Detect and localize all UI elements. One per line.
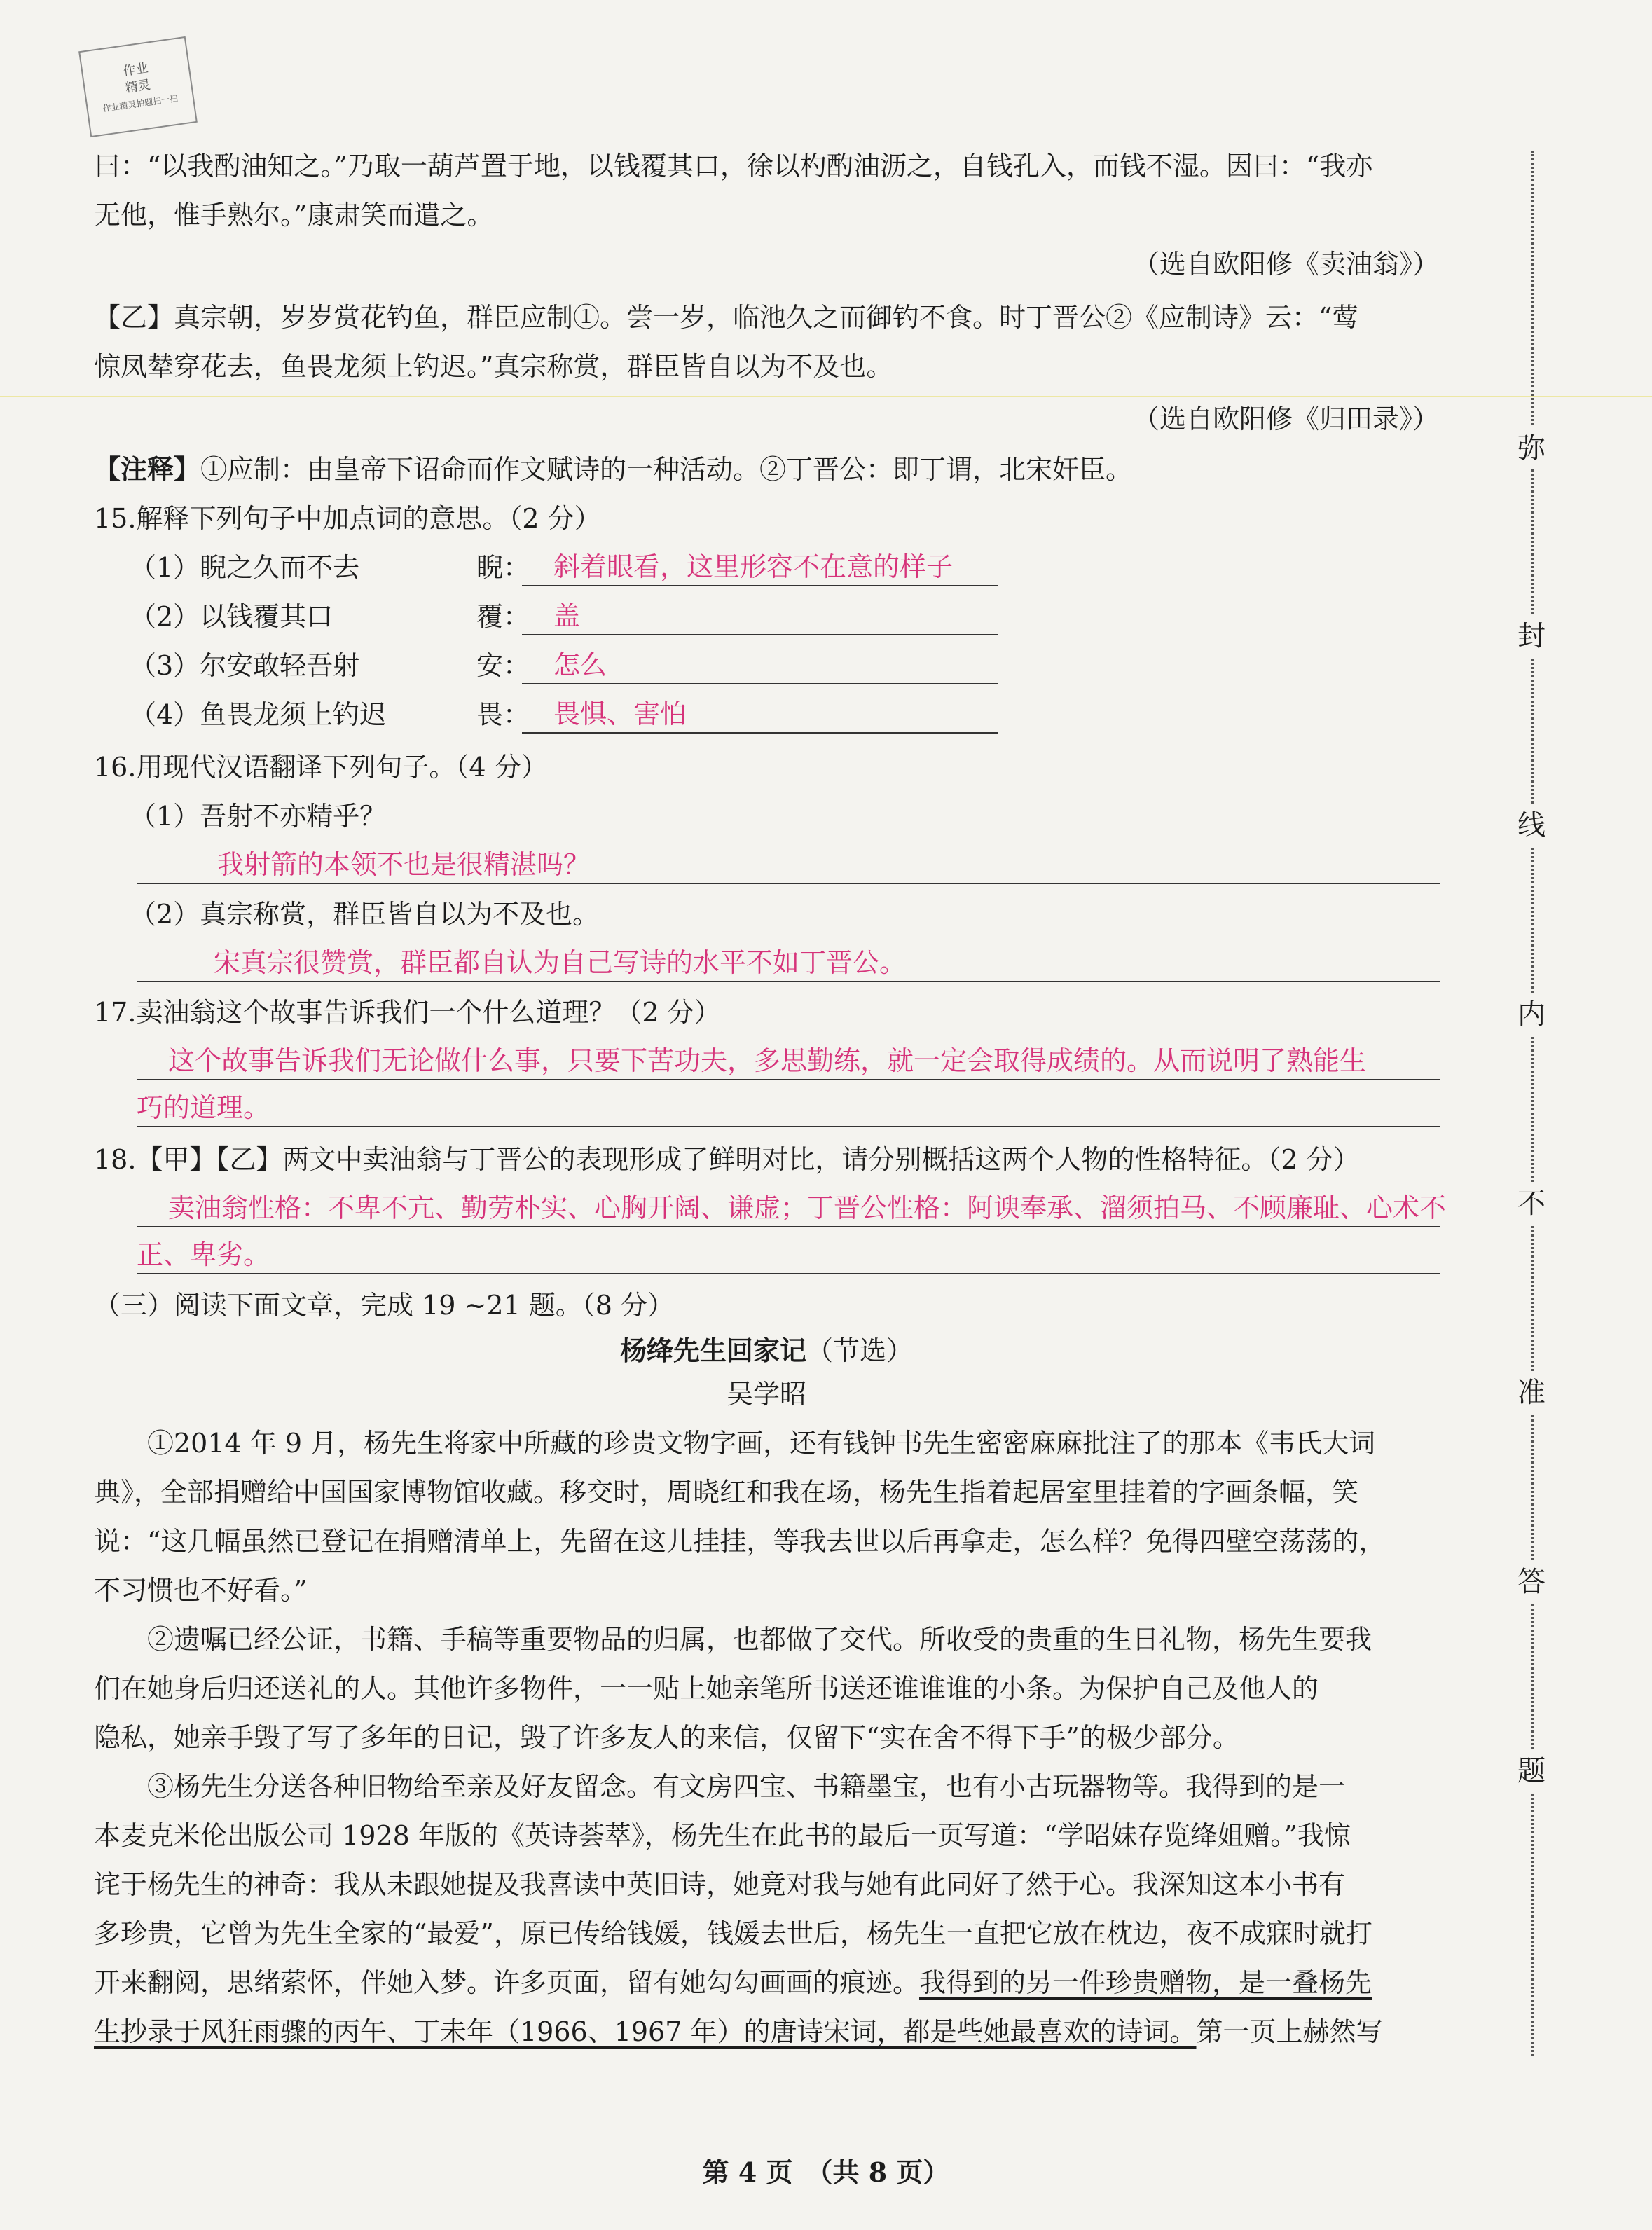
passage-jia-line-1: 曰：“以我酌油知之。”乃取一葫芦置于地，以钱覆其口，徐以杓酌油沥之，自钱孔入，而钱不湿。因曰：“我亦 — [94, 151, 1373, 181]
stamp-line-1: 作业 — [122, 60, 149, 79]
article-line-12-text: 开来翻阅，思绪萦怀，伴她入梦。许多页面，留有她勾勾画画的痕迹。 — [94, 1967, 920, 1998]
article-title-text: 杨绛先生回家记 — [619, 1335, 806, 1366]
article-author: 吴学昭 — [726, 1379, 806, 1410]
q16-item-1-answer-field[interactable] — [137, 846, 1440, 884]
seal-char-8: 题 — [1508, 1750, 1555, 1792]
article-line-2: 典》，全部捐赠给中国国家博物馆收藏。移交时，周晓红和我在场，杨先生指着起居室里挂着的字画条幅，笑 — [94, 1477, 1359, 1508]
q15-item-3-answer: 怎么 — [553, 649, 607, 680]
q17-stem: 17.卖油翁这个故事告诉我们一个什么道理？（2 分） — [94, 997, 721, 1028]
q16-item-2-sentence: （2）真宗称赏，群臣皆自以为不及也。 — [130, 899, 600, 930]
article-line-11: 多珍贵，它曾为先生全家的“最爱”，原已传给钱媛，钱媛去世后，杨先生一直把它放在枕边，夜不成寐时就打 — [94, 1918, 1372, 1949]
stamp-line-3: 作业精灵拍题扫一扫 — [102, 93, 179, 114]
article-line-9: 本麦克米伦出版公司 1928 年版的《英诗荟萃》，杨先生在此书的最后一页写道：“学昭妹存览绛姐赠。”我惊 — [94, 1820, 1351, 1851]
q17-answer-field-1[interactable] — [137, 1042, 1440, 1080]
passage-yi-source: （选自欧阳修《归田录》） — [1132, 404, 1439, 434]
q15-item-1-sentence: （1）睨之久而不去 — [130, 552, 360, 583]
notes — [94, 452, 1439, 487]
article-title-suffix: （节选） — [806, 1335, 914, 1366]
seal-char-5: 不 — [1508, 1183, 1555, 1225]
q17-answer-line-1: 这个故事告诉我们无论做什么事，只要下苦功夫，多思勤练，就一定会取得成绩的。从而说明了熟能生 — [168, 1045, 1367, 1076]
q15-item-1-answer-field[interactable] — [522, 549, 998, 586]
article-line-13-tail: 第一页上赫然写 — [1196, 2016, 1383, 2047]
q16-stem: 16.用现代汉语翻译下列句子。（4 分） — [94, 752, 548, 783]
watermark-stamp — [78, 36, 198, 137]
q15-item-3-sentence: （3）尔安敢轻吾射 — [130, 650, 360, 681]
section3-heading: （三）阅读下面文章，完成 19 ~21 题。（8 分） — [94, 1290, 675, 1321]
q16-item-2-answer: 宋真宗很赞赏，群臣都自认为自己写诗的水平不如丁晋公。 — [214, 947, 907, 978]
article-underlined-1: 我得到的另一件珍贵赠物，是一叠杨先 — [919, 1967, 1372, 1998]
notes-text: ①应制：由皇帝下诏命而作文赋诗的一种活动。②丁晋公：即丁谓，北宋奸臣。 — [200, 454, 1133, 485]
seal-char-3: 线 — [1508, 804, 1555, 846]
page-footer: 第 4 页 （共 8 页） — [702, 2156, 950, 2188]
q15-item-4-answer-field[interactable] — [522, 696, 998, 734]
article-line-1: ①2014 年 9 月，杨先生将家中所藏的珍贵文物字画，还有钱钟书先生密密麻麻批注了的那本《韦氏大词 — [147, 1428, 1376, 1459]
q16-item-2-answer-field[interactable] — [137, 944, 1440, 982]
q15-item-2-answer: 盖 — [553, 600, 581, 631]
article-line-13 — [94, 2014, 1439, 2049]
q15-item-2-sentence: （2）以钱覆其口 — [130, 601, 333, 632]
q15-item-1-word: 睨： — [476, 552, 530, 583]
q18-stem: 18.【甲】【乙】两文中卖油翁与丁晋公的表现形成了鲜明对比，请分别概括这两个人物的性格特征。（2 分） — [94, 1144, 1360, 1175]
seal-char-6: 准 — [1508, 1372, 1555, 1414]
q15-item-4-answer: 畏惧、害怕 — [553, 698, 687, 729]
q15-item-3-answer-field[interactable] — [522, 647, 998, 684]
passage-yi-line-2: 惊凤辇穿花去，鱼畏龙须上钓迟。”真宗称赏，群臣皆自以为不及也。 — [94, 351, 893, 382]
seal-char-2: 封 — [1508, 615, 1555, 657]
q15-item-2-answer-field[interactable] — [522, 598, 998, 635]
scan-guide-line — [0, 396, 1652, 397]
article-line-10: 诧于杨先生的神奇：我从未跟她提及我喜读中英旧诗，她竟对我与她有此同好了然于心。我深知这本小书有 — [94, 1869, 1346, 1900]
article-line-3: 说：“这几幅虽然已登记在捐赠清单上，先留在这儿挂挂，等我去世以后再拿走，怎么样？免得四壁空荡荡的， — [94, 1526, 1386, 1557]
passage-jia-line-2: 无他，惟手熟尔。”康肃笑而遣之。 — [94, 200, 494, 230]
q18-answer-line-1: 卖油翁性格：不卑不亢、勤劳朴实、心胸开阔、谦虚；丁晋公性格：阿谀奉承、溜须拍马、不顾廉耻、心术不 — [168, 1192, 1447, 1223]
q16-item-1-sentence: （1）吾射不亦精乎？ — [130, 801, 387, 832]
q15-stem: 15.解释下列句子中加点词的意思。（2 分） — [94, 503, 601, 534]
seal-char-7: 答 — [1508, 1561, 1555, 1603]
article-line-4: 不习惯也不好看。” — [94, 1575, 308, 1606]
seal-char-4: 内 — [1508, 993, 1555, 1035]
article-line-8: ③杨先生分送各种旧物给至亲及好友留念。有文房四宝、书籍墨宝，也有小古玩器物等。我得到的是一 — [147, 1771, 1346, 1802]
q18-answer-line-2: 正、卑劣。 — [137, 1239, 270, 1270]
passage-yi-line-1: 【乙】真宗朝，岁岁赏花钓鱼，群臣应制①。尝一岁，临池久之而御钓不食。时丁晋公②《应制诗》云：“莺 — [94, 302, 1359, 333]
q16-item-1-answer: 我射箭的本领不也是很精湛吗？ — [217, 849, 591, 880]
article-line-5: ②遗嘱已经公证，书籍、手稿等重要物品的归属，也都做了交代。所收受的贵重的生日礼物，杨先生要我 — [147, 1624, 1372, 1655]
q15-item-1-answer: 斜着眼看，这里形容不在意的样子 — [553, 551, 954, 582]
q18-answer-field-2[interactable] — [137, 1237, 1440, 1274]
q15-item-3-word: 安： — [476, 650, 530, 681]
q15-item-4-sentence: （4）鱼畏龙须上钓迟 — [130, 699, 387, 730]
article-underlined-2: 生抄录于风狂雨骤的丙午、丁未年（1966、1967 年）的唐诗宋词，都是些她最喜欢的诗词。 — [94, 2016, 1197, 2047]
stamp-line-2: 精灵 — [124, 77, 152, 96]
article-title — [94, 1333, 1439, 1368]
article-line-6: 们在她身后归还送礼的人。其他许多物件，一一贴上她亲笔所书送还谁谁谁的小条。为保护自己及他人的 — [94, 1673, 1319, 1704]
q18-answer-field-1[interactable] — [137, 1190, 1447, 1227]
notes-label: 【注释】 — [94, 453, 201, 485]
q15-item-2-word: 覆： — [476, 601, 530, 632]
q17-answer-field-2[interactable] — [137, 1089, 1440, 1127]
seal-char-1: 弥 — [1508, 427, 1555, 469]
passage-jia-source: （选自欧阳修《卖油翁》） — [1132, 249, 1439, 280]
q15-item-4-word: 畏： — [476, 699, 530, 730]
article-line-7: 隐私，她亲手毁了写了多年的日记，毁了许多友人的来信，仅留下“实在舍不得下手”的极少部分。 — [94, 1722, 1239, 1753]
q17-answer-line-2: 巧的道理。 — [137, 1092, 270, 1123]
article-line-12 — [94, 1965, 1439, 2000]
